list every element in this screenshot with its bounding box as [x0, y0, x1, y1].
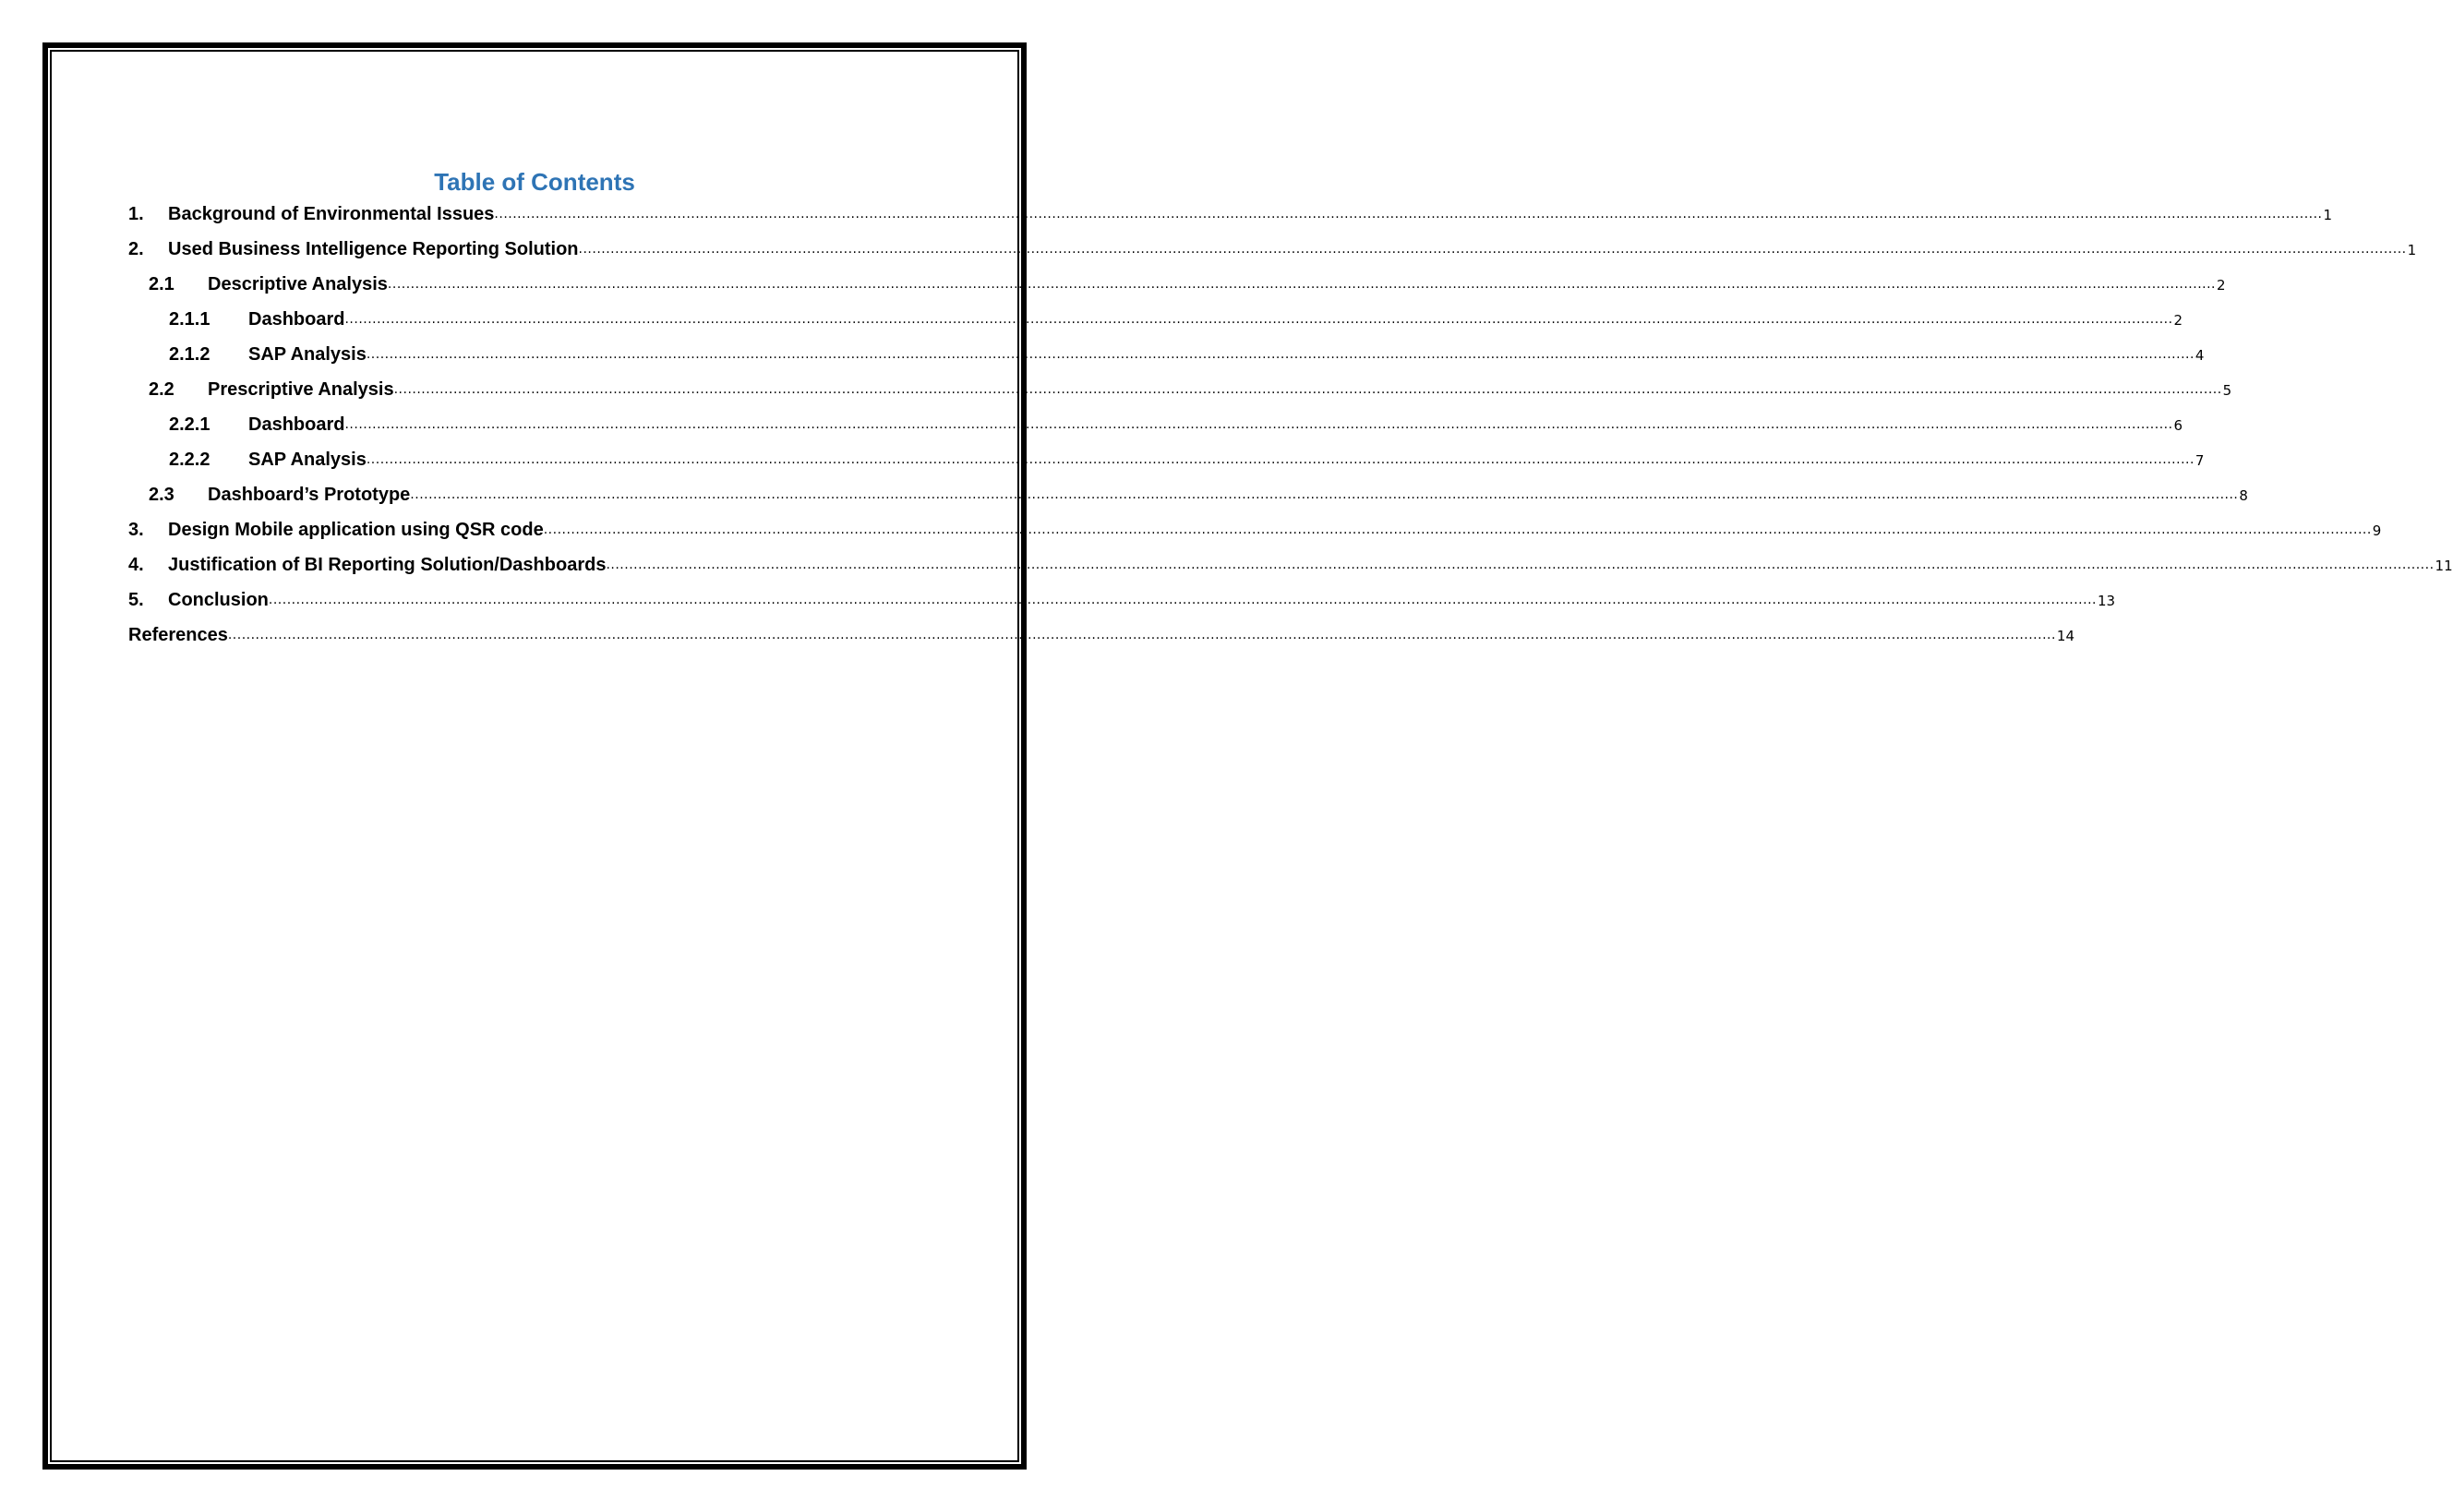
- toc-dot-leader: ................................................................................................................................................................................................................................................................................................................................................................................................................: [366, 452, 2194, 467]
- toc-dot-leader: ................................................................................................................................................................................................................................................................................................................................................................................................................: [393, 382, 2222, 397]
- toc-dot-leader: ................................................................................................................................................................................................................................................................................................................................................................................................................: [578, 242, 2407, 257]
- toc-dot-leader: ................................................................................................................................................................................................................................................................................................................................................................................................................: [344, 312, 2173, 327]
- toc-dot-leader: ................................................................................................................................................................................................................................................................................................................................................................................................................: [268, 593, 2097, 607]
- toc-entry-number: 2.2.2: [169, 450, 210, 470]
- toc-entry-title: SAP Analysis: [248, 450, 367, 470]
- toc-entry-number: 2.: [128, 239, 144, 259]
- toc-entry-number: 2.2.1: [169, 414, 210, 435]
- toc-entry-title: Conclusion: [168, 590, 269, 610]
- toc-entry-number: 2.2: [149, 379, 174, 400]
- toc-entry[interactable]: [128, 618, 2075, 646]
- toc-entry-page-number: 13: [2097, 593, 2116, 609]
- toc-dot-leader: ................................................................................................................................................................................................................................................................................................................................................................................................................: [543, 522, 2372, 537]
- toc-entry-page-number: 9: [2372, 522, 2382, 539]
- toc-entry-number: 2.1.1: [169, 309, 210, 330]
- toc-entry-number: 3.: [128, 520, 144, 540]
- toc-entry-title: Dashboard’s Prototype: [208, 485, 411, 505]
- toc-entry-title: Descriptive Analysis: [208, 274, 388, 294]
- toc-entry-number: 5.: [128, 590, 144, 610]
- toc-dot-leader: ................................................................................................................................................................................................................................................................................................................................................................................................................: [366, 347, 2194, 362]
- toc-entry-number: 2.1: [149, 274, 174, 294]
- toc-entry-title: Prescriptive Analysis: [208, 379, 394, 400]
- toc-entry-number: 2.1.2: [169, 344, 210, 365]
- toc-entry[interactable]: [169, 303, 2183, 330]
- toc-entry-page-number: 5: [2222, 382, 2232, 399]
- toc-dot-leader: ................................................................................................................................................................................................................................................................................................................................................................................................................: [227, 628, 2056, 642]
- toc-entry[interactable]: [128, 513, 2382, 541]
- toc-entry[interactable]: [169, 408, 2183, 436]
- toc-entry[interactable]: [149, 268, 2226, 295]
- toc-entry[interactable]: [169, 443, 2205, 471]
- toc-title: Table of Contents: [434, 168, 635, 196]
- toc-entry-page-number: 7: [2194, 452, 2205, 469]
- toc-entry[interactable]: [169, 338, 2205, 366]
- toc-dot-leader: ................................................................................................................................................................................................................................................................................................................................................................................................................: [494, 207, 2323, 222]
- toc-entry-page-number: 8: [2239, 487, 2248, 504]
- toc-entry[interactable]: [128, 583, 2116, 611]
- toc-entry-page-number: 11: [2435, 558, 2453, 574]
- toc-entry-title: Used Business Intelligence Reporting Solution: [168, 239, 579, 259]
- toc-entry-page-number: 6: [2173, 417, 2183, 434]
- toc-dot-leader: ................................................................................................................................................................................................................................................................................................................................................................................................................: [344, 417, 2173, 432]
- toc-entry[interactable]: [128, 198, 2333, 225]
- toc-entry-title: Design Mobile application using QSR code: [168, 520, 544, 540]
- toc-dot-leader: ................................................................................................................................................................................................................................................................................................................................................................................................................: [387, 277, 2216, 292]
- toc-entry-page-number: 4: [2194, 347, 2205, 364]
- toc-entry-number: 1.: [128, 204, 144, 224]
- toc-entry-page-number: 1: [2323, 207, 2333, 223]
- toc-entry-title: Background of Environmental Issues: [168, 204, 495, 224]
- toc-entry-page-number: 1: [2407, 242, 2417, 258]
- toc-entry[interactable]: [128, 233, 2417, 260]
- toc-entry-title: Dashboard: [248, 309, 345, 330]
- toc-entry-page-number: 14: [2056, 628, 2075, 644]
- toc-entry[interactable]: [128, 548, 2453, 576]
- toc-entry-title: Dashboard: [248, 414, 345, 435]
- toc-entry-page-number: 2: [2217, 277, 2226, 294]
- toc-entry[interactable]: [149, 373, 2232, 401]
- toc-dot-leader: ................................................................................................................................................................................................................................................................................................................................................................................................................: [410, 487, 2239, 502]
- toc-dot-leader: ................................................................................................................................................................................................................................................................................................................................................................................................................: [606, 558, 2435, 572]
- toc-entry-title: References: [128, 625, 228, 645]
- toc-entry-title: Justification of BI Reporting Solution/Dashboards: [168, 555, 607, 575]
- toc-entry-title: SAP Analysis: [248, 344, 367, 365]
- toc-entry-number: 4.: [128, 555, 144, 575]
- toc-entry-number: 2.3: [149, 485, 174, 505]
- toc-entry[interactable]: [149, 478, 2248, 506]
- toc-entry-page-number: 2: [2173, 312, 2183, 329]
